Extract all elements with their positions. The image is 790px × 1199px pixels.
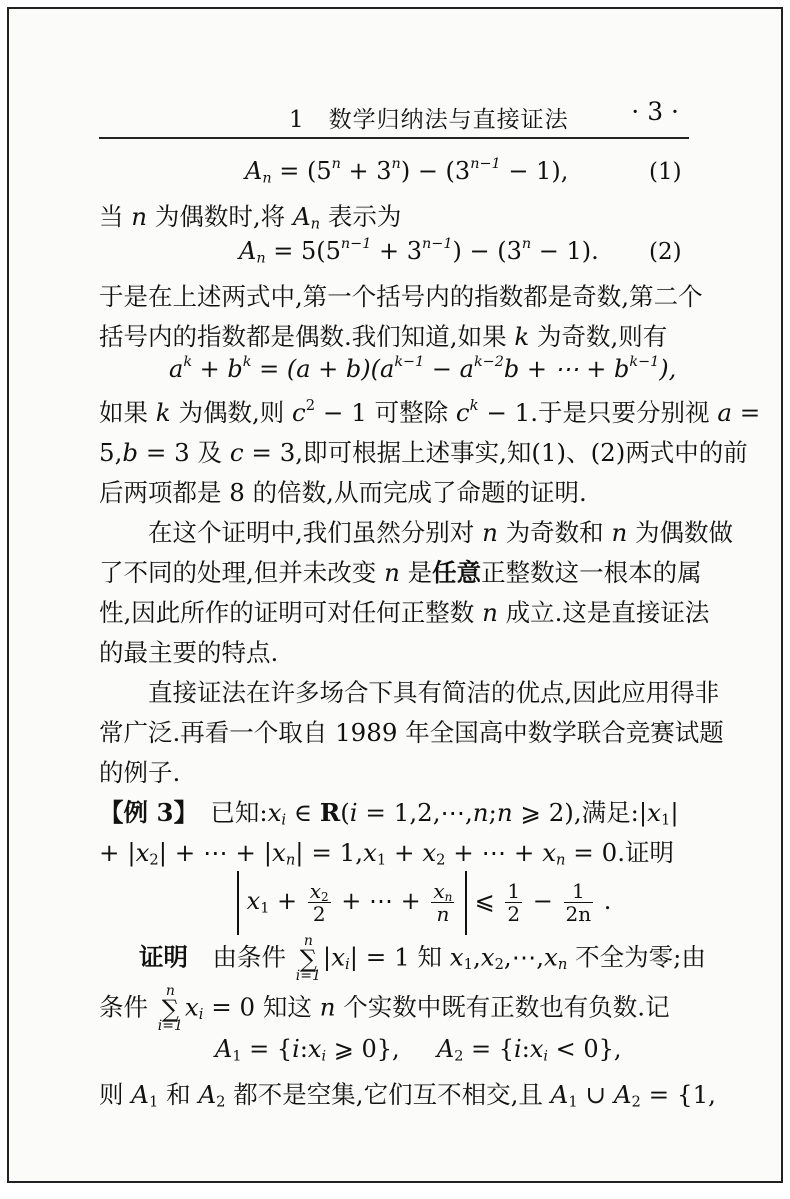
- equation-power-sum: $a^k + b^k = (a + b)(a^{k-1} - a^{k-2}b$ + ⋯ + $b^{k-1}$),: [169, 354, 677, 383]
- text-line: 于是在上述两式中,第一个括号内的指数都是奇数,第二个: [99, 282, 703, 311]
- book-page: [7, 7, 783, 1183]
- equation-1-number: (1): [649, 159, 682, 185]
- page-number: · 3 ·: [631, 97, 679, 126]
- text-line: 如果 k 为偶数,则 $c^2 - 1$ 可整除 $c^k - 1$.于是只要分别视 a =: [99, 396, 761, 427]
- equation-2: $A_n = 5(5^{n-1} + 3^{n-1}) - (3^n - 1)$.: [239, 236, 599, 267]
- proof-line-1: 证明 由条件 n ∑ $i=1|x_i| = 1$ 知 $x_1,x_2,\cdots,x_n$ 不全为零;由: [139, 933, 706, 984]
- example-label: 【例 3】: [99, 798, 186, 827]
- proof-line-2: 条件 n ∑ $i=1x_i = 0$ 知这 n 个实数中既有正数也有负数.记: [99, 983, 670, 1034]
- text-line: 的最主要的特点.: [99, 638, 279, 667]
- inequality-display: $x_1$ + $\frac{x_2}{2}$ + ⋯ + $\frac{x_n}{n}$ ⩽ $\frac{1}{2}$ − $\frac{1}{2n}$ .: [237, 869, 611, 935]
- text-line: 在这个证明中,我们虽然分别对 n 为奇数和 n 为偶数做: [99, 518, 734, 547]
- text-line: 当 n 为偶数时,将 $A_n$ 表示为: [99, 202, 402, 233]
- text-line: 括号内的指数都是偶数.我们知道,如果 k 为奇数,则有: [99, 322, 668, 351]
- set-definitions: $A_1$ = {$i:x_i$ ⩾ 0}, $A_2$ = $\{i:x_i < 0\}$,: [215, 1035, 622, 1065]
- text-line: + $|x_2|$ + ⋯ + $|x_n| = 1,x_1 + x_2$ + ⋯ + $x_n = 0$.证明: [99, 838, 674, 869]
- chapter-title: 1 数学归纳法与直接证法: [289, 107, 569, 133]
- text-line: 则 $A_1$ 和 $A_2$ 都不是空集,它们互不相交,且 $A_1$ ∪ $A_2 = \{1$,: [99, 1080, 716, 1111]
- equation-1: $A_n = (5^n + 3^n) - (3^{n-1} - 1)$,: [245, 156, 569, 187]
- text-line: 后两项都是 8 的倍数,从而完成了命题的证明.: [99, 478, 587, 507]
- text-line: 的例子.: [99, 758, 181, 787]
- equation-2-number: (2): [649, 239, 682, 265]
- running-header: [99, 97, 689, 139]
- text-line: 了不同的处理,但并未改变 n 是任意正整数这一根本的属: [99, 558, 702, 587]
- text-line: 常广泛.再看一个取自 1989 年全国高中数学联合竞赛试题: [99, 718, 724, 747]
- example-3-statement: 【例 3】 已知$:x_i$ ∈ R(i = 1,2,⋯,n;n ⩾ 2),满足$:|x_1|$: [99, 798, 679, 829]
- text-line: 5,b = 3 及 c = 3,即可根据上述事实,知(1)、(2)两式中的前: [99, 438, 748, 467]
- text-line: 性,因此所作的证明可对任何正整数 n 成立.这是直接证法: [99, 598, 710, 627]
- proof-label: 证明: [139, 942, 188, 972]
- emphasis-text: 任意: [432, 558, 482, 587]
- text-line: 直接证法在许多场合下具有简洁的优点,因此应用得非: [99, 678, 720, 707]
